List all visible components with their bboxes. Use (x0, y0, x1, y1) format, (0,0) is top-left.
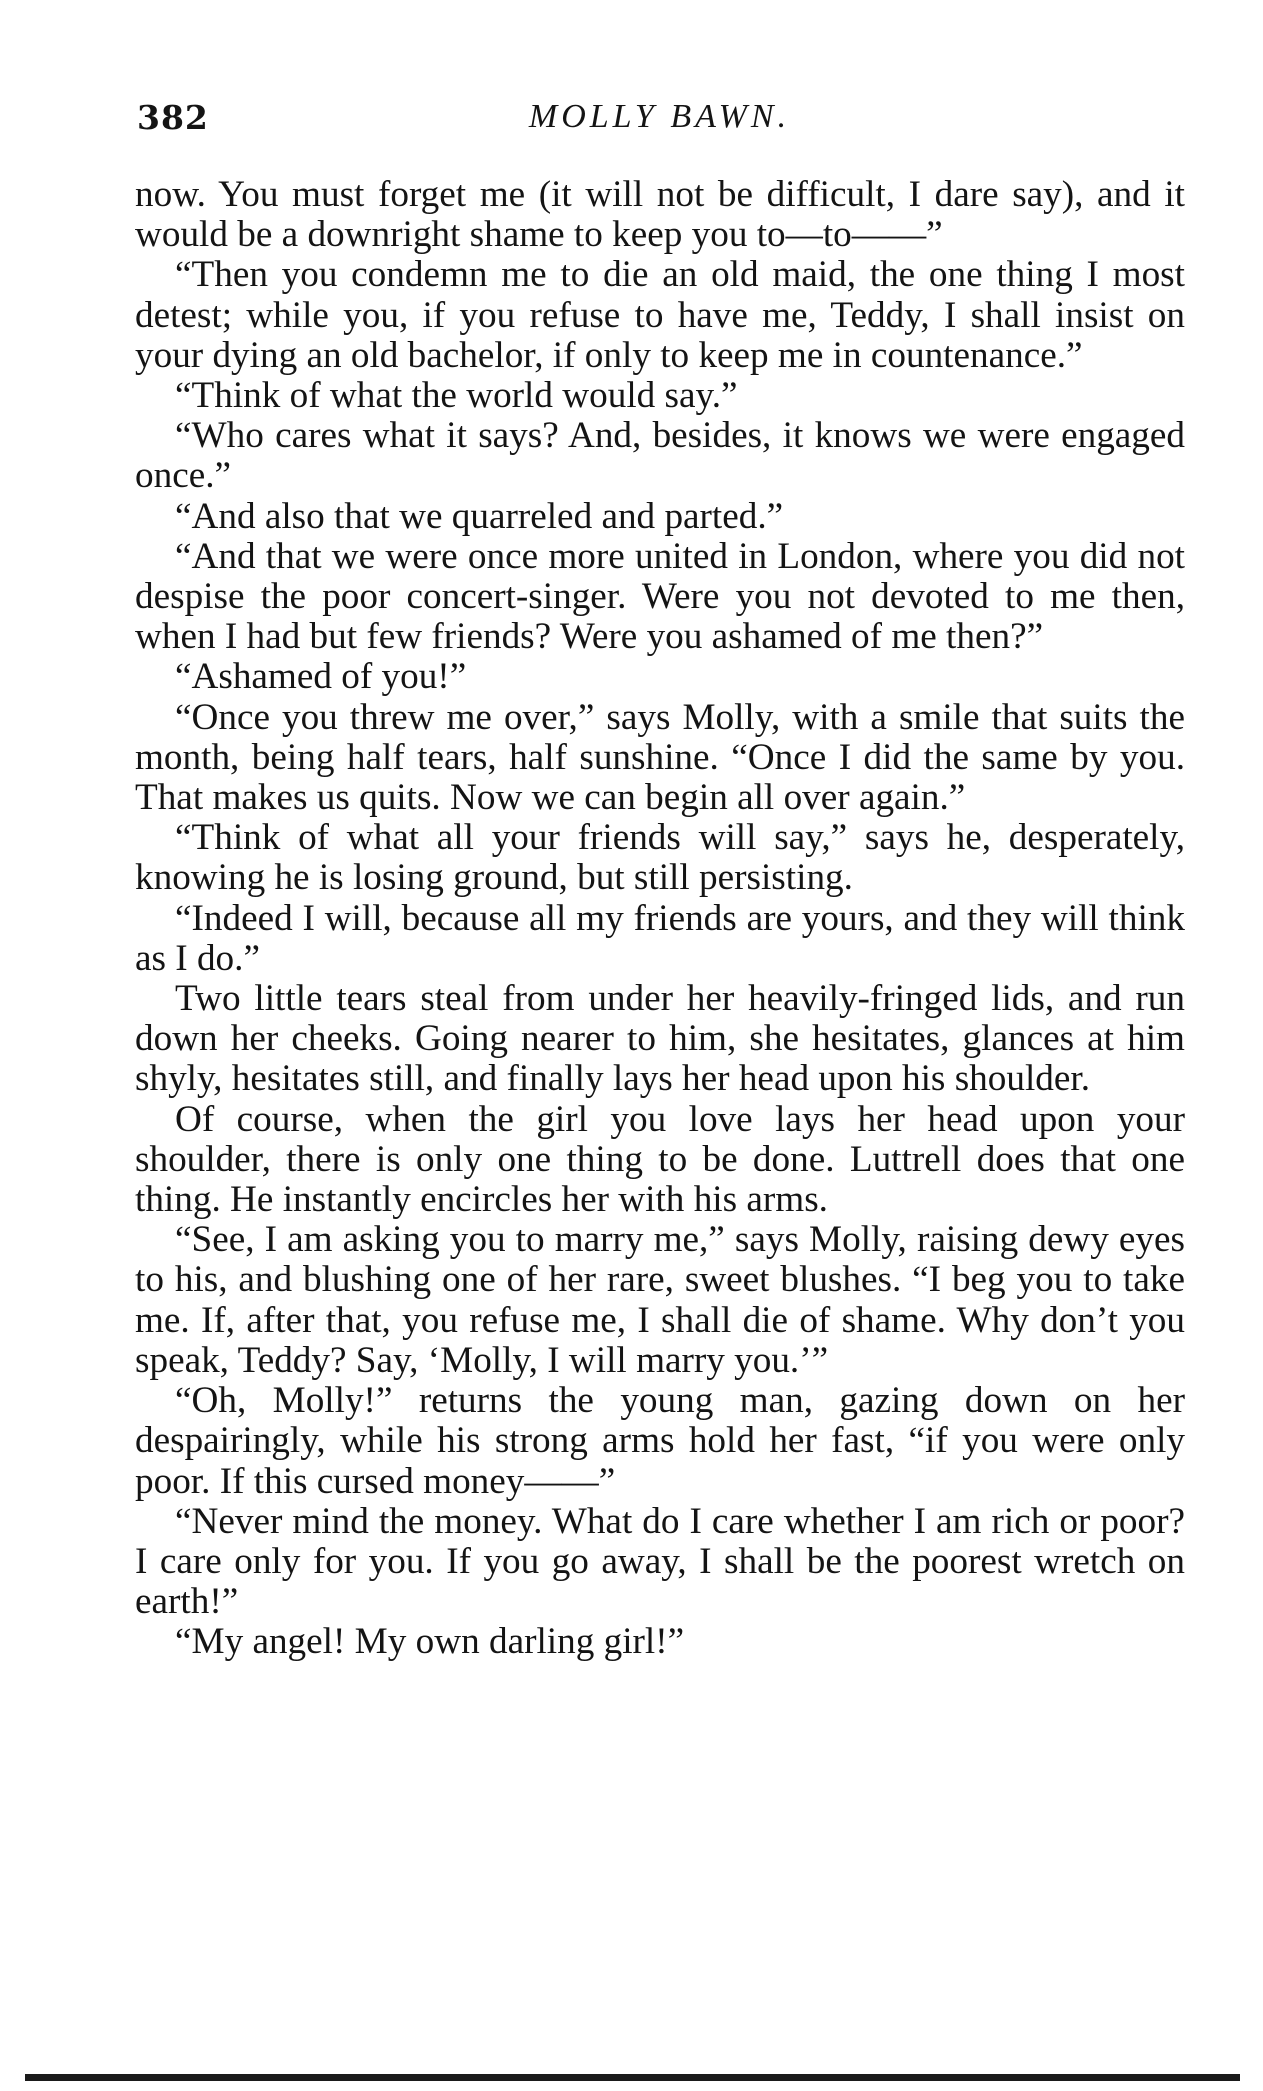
paragraph: Two little tears steal from under her heavily-fringed lids, and run down her cheeks. Going nearer to him, she hesitates, glances at him shyly, hesitates still, and finally lays her head upon his shoulder. (135, 978, 1185, 1100)
paragraph: “Never mind the money. What do I care whether I am rich or poor? I care only for you. If you go away, I shall be the poorest wretch on earth!” (135, 1500, 1185, 1623)
page-header (137, 98, 1182, 148)
paragraph: “Think of what all your friends will say,” says he, desperately, knowing he is losing ground, but still persisting. (135, 817, 1185, 899)
paragraph: “See, I am asking you to marry me,” says Molly, raising dewy eyes to his, and blushing one of her rare, sweet blushes. “I beg you to take me. If, after that, you refuse me, I shall die of shame. Why don’t you speak, Teddy? Say, ‘Molly, I will marry you.’” (135, 1219, 1185, 1381)
paragraph: “My angel! My own darling girl!” (175, 1621, 685, 1663)
paragraph-continued: now. You must forget me (it will not be difficult, I dare say), and it would be a downright shame to keep you to—to——” (135, 174, 1185, 256)
paragraph: “Think of what the world would say.” (175, 375, 738, 417)
paragraph: “And also that we quarreled and parted.” (175, 495, 784, 537)
paragraph: Of course, when the girl you love lays her head upon your shoulder, there is only one thing to be done. Luttrell does that one thing. He instantly encircles her with his arms. (135, 1098, 1185, 1221)
running-title: MOLLY BAWN. (528, 98, 791, 135)
bottom-rule (25, 2074, 1240, 2081)
paragraph: “Who cares what it says? And, besides, it knows we were engaged once.” (135, 415, 1185, 497)
page-number: 382 (137, 98, 209, 137)
paragraph: “Oh, Molly!” returns the young man, gazing down on her despairingly, while his strong arms hold her fast, “if you were only poor. If this cursed money——” (135, 1380, 1185, 1502)
paragraph: “Then you condemn me to die an old maid, the one thing I most detest; while you, if you refuse to have me, Teddy, I shall insist on your dying an old bachelor, if only to keep me in countenance.” (135, 254, 1185, 376)
body-text (135, 175, 1185, 1663)
paragraph: “Once you threw me over,” says Molly, with a smile that suits the month, being half tears, half sunshine. “Once I did the same by you. That makes us quits. Now we can begin all over again.” (135, 696, 1185, 819)
paragraph: “Ashamed of you!” (175, 656, 467, 698)
paragraph: “And that we were once more united in London, where you did not despise the poor concert-singer. Were you not devoted to me then, when I had but few friends? Were you ashamed of me then?” (135, 535, 1185, 658)
paragraph: “Indeed I will, because all my friends are yours, and they will think as I do.” (135, 897, 1185, 979)
